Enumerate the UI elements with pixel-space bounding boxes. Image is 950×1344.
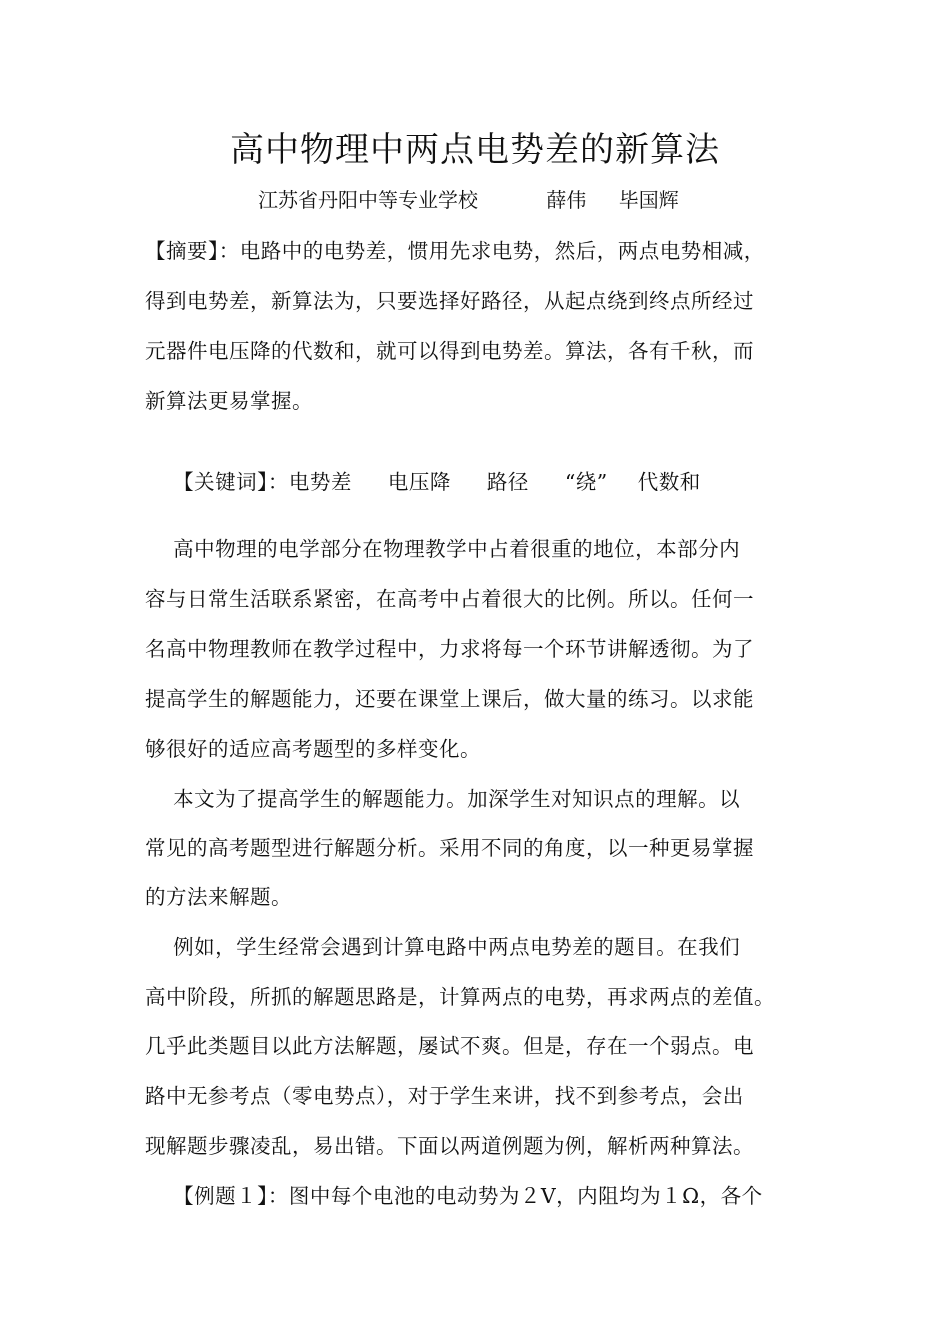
body-line: 几乎此类题目以此方法解题，屡试不爽。但是，存在一个弱点。电: [145, 1034, 754, 1058]
author-name: 毕国辉: [618, 188, 679, 212]
body-line: 路中无参考点（零电势点），对于学生来讲，找不到参考点，会出: [145, 1084, 744, 1108]
body-line: 容与日常生活联系紧密，在高考中占着很大的比例。所以。任何一: [145, 587, 754, 611]
abstract-line: 元器件电压降的代数和，就可以得到电势差。算法，各有千秋，而: [145, 339, 754, 363]
body-line: 【例题１】：图中每个电池的电动势为２V，内阻均为１Ω，各个: [145, 1184, 763, 1208]
page-title: 高中物理中两点电势差的新算法: [230, 130, 720, 170]
author-line: [258, 184, 679, 216]
abstract-line: 【摘要】：电路中的电势差，惯用先求电势，然后，两点电势相减，: [145, 239, 765, 263]
body-line: 高中阶段，所抓的解题思路是，计算两点的电势，再求两点的差值。: [145, 985, 775, 1009]
keywords-line: [145, 434, 835, 530]
author-name: 薛伟: [546, 188, 587, 212]
body-line: 提高学生的解题能力，还要在课堂上课后，做大量的练习。以求能: [145, 687, 754, 711]
keyword: 代数和: [637, 470, 701, 494]
author-school: 江苏省丹阳中等专业学校: [258, 188, 478, 212]
body-line: 常见的高考题型进行解题分析。采用不同的角度，以一种更易掌握: [145, 836, 754, 860]
body-line: 现解题步骤凌乱，易出错。下面以两道例题为例，解析两种算法。: [145, 1134, 754, 1158]
keyword: 电压降: [387, 470, 451, 494]
keyword: “绕”: [564, 470, 608, 494]
abstract-line: 得到电势差，新算法为，只要选择好路径，从起点绕到终点所经过: [145, 289, 754, 313]
body-line: 的方法来解题。: [145, 885, 292, 909]
abstract-line: 新算法更易掌握。: [145, 389, 313, 413]
body-line: 本文为了提高学生的解题能力。加深学生对知识点的理解。以: [145, 787, 741, 811]
keyword: 电势差: [288, 470, 352, 494]
body-line: 够很好的适应高考题型的多样变化。: [145, 737, 481, 761]
keyword: 路径: [486, 470, 529, 494]
keywords-label: 【关键词】：: [173, 470, 289, 494]
body-line: 名高中物理教师在教学过程中，力求将每一个环节讲解透彻。为了: [145, 637, 754, 661]
body-line: 高中物理的电学部分在物理教学中占着很重的地位，本部分内: [145, 537, 741, 561]
body-line: 例如，学生经常会遇到计算电路中两点电势差的题目。在我们: [145, 935, 741, 959]
